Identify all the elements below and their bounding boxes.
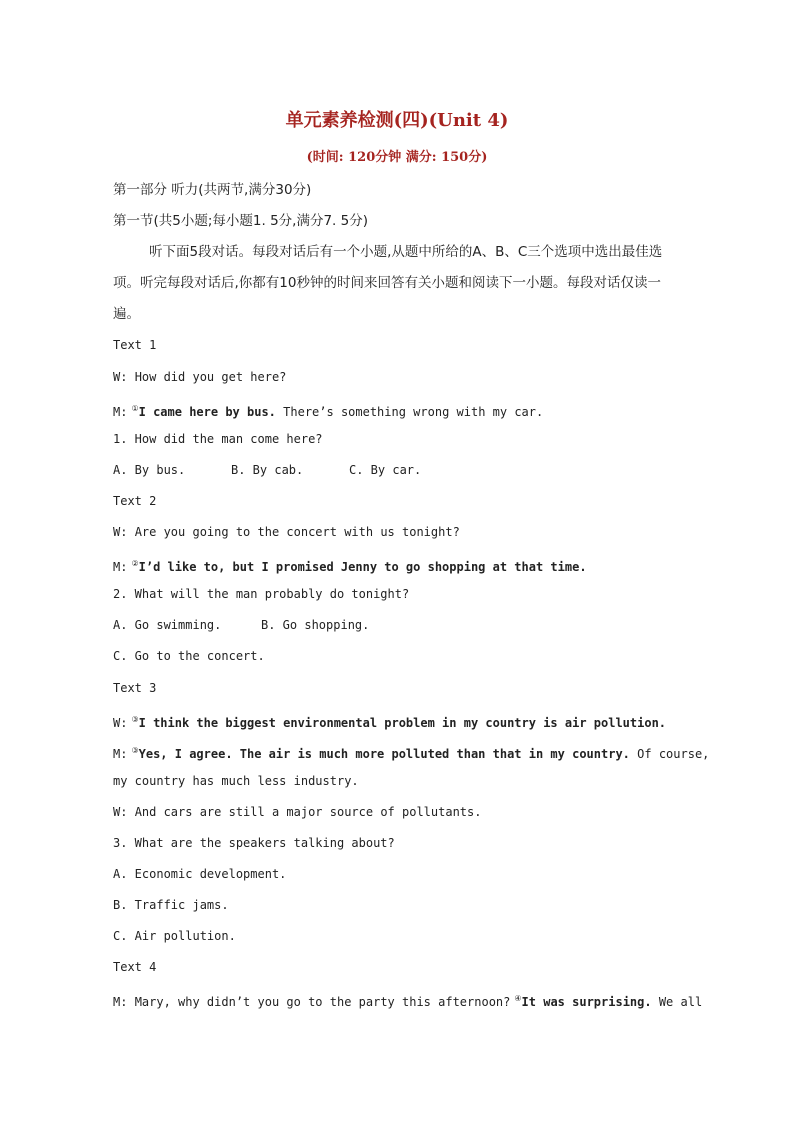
page-title: 单元素养检测(四)(Unit 4) <box>285 110 509 131</box>
text-label: Text 3 <box>113 680 157 695</box>
document-body <box>113 175 710 1015</box>
speaker-label: M: <box>113 995 128 1010</box>
option-b: B. By cab. <box>231 462 304 477</box>
dialogue-text: There’s something wrong with my car. <box>283 404 544 419</box>
question: 1. How did the man come here? <box>113 431 323 446</box>
speaker-label: W: <box>113 369 128 384</box>
speaker-label: M: <box>113 746 128 761</box>
marker-number: ③ <box>131 714 139 724</box>
marker-number: ③ <box>131 745 139 755</box>
option-b: B. Go shopping. <box>261 618 370 633</box>
dialogue-text: And cars are still a major source of pollutants. <box>134 804 482 819</box>
dialogue-text: How did you get here? <box>134 369 287 384</box>
speaker-label: M: <box>113 404 128 419</box>
dialogue-line <box>113 704 683 735</box>
dialogue-text: Of course, <box>637 746 710 761</box>
speaker-label: W: <box>113 525 128 540</box>
option-a: A. By bus. <box>113 462 186 477</box>
text-label: Text 4 <box>113 960 157 975</box>
marker-number: ① <box>131 403 139 413</box>
marker-number: ② <box>131 559 139 569</box>
dialogue-continuation: my country has much less industry. <box>113 773 359 788</box>
dialogue-line <box>113 735 710 766</box>
dialogue-line <box>113 393 683 424</box>
question: 2. What will the man probably do tonight? <box>113 587 410 602</box>
text-label: Text 2 <box>113 493 157 508</box>
instructions-text: 听下面5段对话。每段对话后有一个小题,从题中所给的A、B、C三个选项中选出最佳选项。听完每段对话后,你都有10秒钟的时间来回答有关小题和阅读下一小题。每段对话仅读一遍。 <box>113 244 663 323</box>
option-a: A. Economic development. <box>113 867 287 882</box>
key-sentence: Yes, I agree. The air is much more polluted than that in my country. <box>138 746 630 761</box>
key-sentence: I think the biggest environmental problem in my country is air pollution. <box>138 715 667 730</box>
dialogue-text: Are you going to the concert with us tonight? <box>134 525 460 540</box>
speaker-label: W: <box>113 715 128 730</box>
dialogue-line <box>113 797 683 828</box>
dialogue-line <box>113 517 683 548</box>
key-sentence: I came here by bus. <box>138 404 276 419</box>
options-row <box>113 610 683 641</box>
option-c: C. Go to the concert. <box>113 649 265 664</box>
dialogue-line <box>113 983 703 1014</box>
instructions-paragraph <box>113 237 683 330</box>
part-heading: 第一部分 听力(共两节,满分30分) <box>113 182 312 198</box>
option-c: C. Air pollution. <box>113 929 236 944</box>
dialogue-text: We all <box>658 995 703 1010</box>
question: 3. What are the speakers talking about? <box>113 835 395 850</box>
option-a: A. Go swimming. <box>113 618 222 633</box>
key-sentence: I’d like to, but I promised Jenny to go shopping at that time. <box>138 560 587 575</box>
marker-number: ④ <box>514 994 522 1004</box>
section-heading: 第一节(共5小题;每小题1. 5分,满分7. 5分) <box>113 213 368 230</box>
speaker-label: W: <box>113 804 128 819</box>
option-b: B. Traffic jams. <box>113 898 229 913</box>
dialogue-line <box>113 548 683 579</box>
options-row <box>113 455 683 486</box>
dialogue-text: Mary, why didn’t you go to the party this afternoon? <box>134 995 511 1010</box>
dialogue-line <box>113 362 683 393</box>
option-c: C. By car. <box>349 462 422 477</box>
speaker-label: M: <box>113 560 128 575</box>
key-sentence: It was surprising. <box>521 995 652 1010</box>
exam-time-score: (时间: 120分钟 满分: 150分) <box>306 150 488 165</box>
text-label: Text 1 <box>113 338 157 353</box>
